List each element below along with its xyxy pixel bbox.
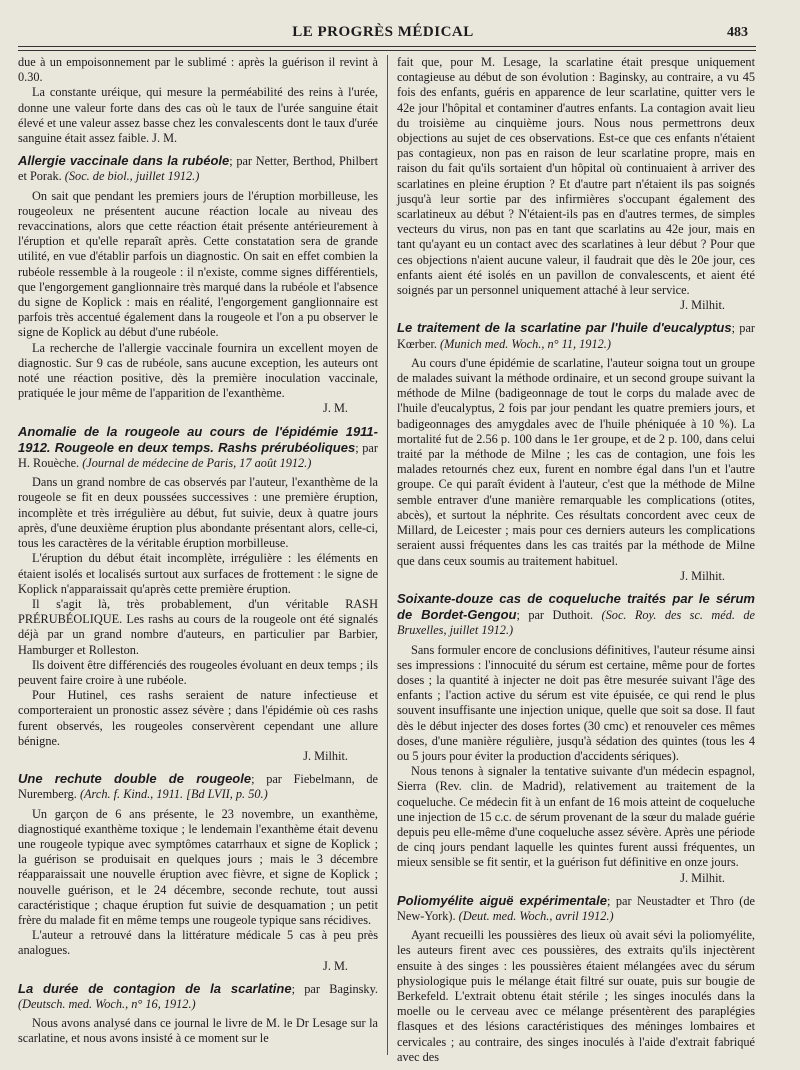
header-rule xyxy=(18,46,756,51)
abstract-allergie-vaccinale xyxy=(18,153,378,416)
paragraph: Ils doivent être différenciés des rougeoles évoluant en deux temps ; ils peuvent faire croire à une rubéole. xyxy=(18,657,378,687)
abstract-heading xyxy=(397,591,755,639)
abstract-rechute-rougeole xyxy=(18,771,378,974)
abstract-authors: ; par H. Rouèche. xyxy=(18,440,378,471)
paragraph: Sans formuler encore de conclusions définitives, l'auteur résume ainsi ses impressions : l'innocuité du sérum est certaine, même pour de fortes doses ; la quantité à injecter ne doit pas être mesurée suivant l'âge des enfants ; l'action active du sérum est vite épuisée, ce qui rend le plus souvent insuffisante une injection unique, quelle que soit sa dose. Il faut dès le début injecter des doses fortes (30 cmc) et renouveler ces mêmes doses, d'une manière régulière, jusqu'à sédation des quintes (tous les 4 ou 5 jours pour éviter la production d'accidents sériques). xyxy=(397,642,755,763)
abstract-title: La durée de contagion de la scarlatine xyxy=(18,980,292,996)
abstract-title: Soixante-douze cas de coqueluche traités par le sérum de Bordet-Gengou xyxy=(397,590,755,623)
paragraph: La constante uréique, qui mesure la perméabilité des reins à l'urée, donne une valeur forte dans des cas où le taux de l'urée sanguine était élevé et une valeur assez basse chez les convalescents dont le taux d'urée sanguine était assez faible. J. M. xyxy=(18,85,378,146)
paragraph: L'auteur a retrouvé dans la littérature médicale 5 cas à peu près analogues. xyxy=(18,928,378,958)
abstract-anomalie-rougeole xyxy=(18,424,378,764)
abstract-contagion-scarlatine xyxy=(18,981,378,1047)
abstract-heading xyxy=(18,424,378,472)
signature: J. Milhit. xyxy=(680,298,725,313)
abstract-source: (Journal de médecine de Paris, 17 août 1912.) xyxy=(82,456,312,471)
abstract-source: (Soc. Roy. des sc. méd. de Bruxelles, juillet 1912.) xyxy=(397,608,756,638)
paragraph: Un garçon de 6 ans présente, le 23 novembre, un exanthème, diagnostiqué exanthème toxique ; le lendemain l'exanthème était devenu une rougeole typique avec symptômes catarrhaux et signe de Koplick ; la guérison se produisait en quelques jours ; mais le 3 décembre réapparaissait une nouvelle éruption avec fièvre, et signe de Koplick ; nouvelle guérison, et le 24 décembre, seconde rechute, tout aussi caractéristique ; chaque éruption fut suivie de desquamation ; un petit frère du malade fit en même temps une rougeole typique sans récidives. xyxy=(18,806,378,927)
paragraph: Il s'agit là, très probablement, d'un véritable RASH PRÉRUBÉOLIQUE. Les rashs au cours de la rougeole ont été signalés déjà par un grand nombre d'auteurs, en particulier par Barbier, Hamburger et Rolleston. xyxy=(18,596,378,657)
abstract-title: Une rechute double de rougeole xyxy=(18,771,252,787)
journal-title: LE PROGRÈS MÉDICAL xyxy=(292,24,474,40)
abstract-authors: ; par Fiebelmann, de Nuremberg. xyxy=(18,772,379,802)
abstract-huile-eucalyptus xyxy=(397,320,755,583)
signature: J. Milhit. xyxy=(303,748,348,763)
paragraph: Dans un grand nombre de cas observés par l'auteur, l'exanthème de la rougeole se fit en deux poussées successives : une première éruption, incomplète et très irrégulière au début, fut suivie, deux à quatre jours après, d'une deuxième éruption plus abondante présentant alors, celle-ci, tous les caractères de la véritable éruption morbilleuse. xyxy=(18,475,378,551)
signature: J. Milhit. xyxy=(680,568,725,583)
paragraph: La recherche de l'allergie vaccinale fournira un excellent moyen de diagnostic. Sur 9 cas de rubéole, sans aucune exception, les auteurs ont noté une réaction positive, dès la première inoculation vaccinale, pratiquée le jour même de l'apparition de l'exanthème. xyxy=(18,340,378,401)
abstract-title: Allergie vaccinale dans la rubéole xyxy=(18,153,230,169)
paragraph: L'éruption du début était incomplète, irrégulière : les éléments en étaient isolés et localisés surtout aux surfaces de frottement : le signe de Koplick n'apparaissait qu'après cette première éruption. xyxy=(18,551,378,596)
abstract-title: Anomalie de la rougeole au cours de l'épidémie 1911-1912. Rougeole en deux temps. Rashs prérubéoliques xyxy=(18,423,378,455)
paragraph: On sait que pendant les premiers jours de l'éruption morbilleuse, les rougeoleux ne présentent aucune réaction locale au niveau des revaccinations, alors que cette réaction était présente antérieurement à l'éruption et qu'elle reparaît après. Cette constatation sera de grande utilité, en vue d'établir parfois un diagnostic. On sait en effet combien la rubéole ressemble à la rougeole : il n'existe, comme signes différentiels, que l'engorgement ganglionnaire très marqué dans la rubéole et l'absence du signe de Koplick : mais en réalité, l'engorgement ganglionnaire est parfois très accentué également dans la rougeole et l'on a pu observer le signe de Koplick au début d'une rubéole. xyxy=(18,188,378,340)
signature: J. Milhit. xyxy=(680,870,725,885)
right-column xyxy=(397,55,755,1065)
abstract-source: (Soc. de biol., juillet 1912.) xyxy=(64,169,200,184)
abstract-title: Le traitement de la scarlatine par l'huile d'eucalyptus xyxy=(397,320,732,336)
abstract-authors: ; par Netter, Berthod, Philbert et Porak. xyxy=(18,154,378,184)
abstract-source: (Munich med. Woch., n° 11, 1912.) xyxy=(440,336,611,351)
page-number: 483 xyxy=(727,25,748,40)
abstract-authors: ; par Baginsky. xyxy=(291,981,379,996)
abstract-source: (Arch. f. Kind., 1911. [Bd LVII, p. 50.) xyxy=(79,787,268,802)
abstract-heading xyxy=(18,771,378,802)
left-column xyxy=(18,55,378,1047)
paragraph: Nous avons analysé dans ce journal le livre de M. le Dr Lesage sur la scarlatine, et nous avons insisté à ce moment sur le xyxy=(18,1016,378,1046)
abstract-poliomyelite xyxy=(397,893,755,1065)
running-header xyxy=(18,22,748,44)
signature: J. M. xyxy=(323,958,348,973)
abstract-source: (Deut. med. Woch., avril 1912.) xyxy=(458,908,614,923)
paragraph: Au cours d'une épidémie de scarlatine, l'auteur soigna tout un groupe de malades suivant la méthode ordinaire, et un second groupe suivant la méthode de Milne (badigeonnage de tout le corps du malade avec de l'huile d'eucalyptus, 2 fois par jour pendant les quatre premiers jours, et badigeonnages des amygdales avec de l'huile phéniquée à 10 %). La mortalité fut de 2.56 p. 100 dans le 1er groupe, et de 2 p. 100, dans celui traité par la méthode de Milne ; les cas de contagion, une fois les malades retournés chez eux, furent en nombre égal dans l'un et l'autre groupe. Ce qui paraît évident à l'auteur, c'est que la méthode de Milne semble entraver d'une manière remarquable les complications (otites, abcès), et surtout la néphrite. Ces résultats concordent avec ceux de Millard, de Leicester ; mais pour ces derniers auteurs les complications seraient aussi fréquentes dans les cas traités par la méthode de Milne que dans ceux soumis au traitement habituel. xyxy=(397,355,755,568)
abstract-heading xyxy=(18,153,378,184)
paragraph: due à un empoisonnement par le sublimé : après la guérison il revint à 0.30. xyxy=(18,55,378,85)
paragraph: fait que, pour M. Lesage, la scarlatine était presque uniquement contagieuse au début de son évolution : Baginsky, au contraire, a vu 45 fois des enfants, guéris en apparence de leur scarlatine, quitter vers le 42e jour l'hôpital et contaminer d'autres enfants. La contagion avait lieu du troisième au cinquième jours. Nous nous permettrons deux objections au sujet de ces observations. Est-ce que ces enfants n'étaient pas contagieux, non pas en raison de leur scarlatine propre, mais en raison du fait qu'ils sortaient d'un hôpital où continuaient à arriver des scarlatines en pleine éruption ? Et d'autre part n'étaient ils pas soignés jusqu'à leur sortie par des infirmières s'occupant également des scarlatineux au début ? N'étaient-ils pas en d'autres termes, de simples vecteurs du virus, non pas en tant que scarlatins au 42e jour, mais en tant qu'ayant eu un contact avec des scarlatines à leur début ? Pour que ces objections n'aient aucune valeur, il faudrait que dès le 20e jour, ces enfants aient été isolés en un pavillon de convalescents, et aient été soignés par un personnel uniquement attaché à leur service. xyxy=(397,55,755,298)
abstract-heading xyxy=(18,981,378,1012)
abstract-authors: ; par Neustadter et Thro (de New-York). xyxy=(397,893,755,923)
signature: J. M. xyxy=(323,401,348,416)
abstract-authors: ; par Duthoit. xyxy=(516,608,594,623)
abstract-title: Poliomyélite aiguë expérimentale xyxy=(397,892,607,908)
abstract-heading xyxy=(397,893,755,924)
abstract-source: (Deutsch. med. Woch., n° 16, 1912.) xyxy=(18,996,196,1011)
paragraph: Pour Hutinel, ces rashs seraient de nature infectieuse et comporteraient un pronostic assez sévère ; dans l'épidémie où ces rashs furent observés, les rougeoles conservèrent cependant une allure bénigne. xyxy=(18,688,378,748)
paragraph: Ayant recueilli les poussières des lieux où avait sévi la poliomyélite, les auteurs firent avec ces poussières, des extraits qu'ils injectèrent ensuite à des singes : les poussières étaient mélangées avec du sérum physiologique puis le mélange était filtré sur ouate, puis sur bougie de Berkefeld. L'extrait obtenu était stérile ; les singes inoculés dans la moelle ou le cerveau avec ce mélange présentèrent des paraplégies flasques et des lésions caractéristiques des méninges lombaires et cervicales ; au contraire, des singes inoculés à l'aide d'extrait fabriqué avec des xyxy=(397,928,755,1064)
paragraph: Nous tenons à signaler la tentative suivante d'un médecin espagnol, Sierra (Rev. clin. de Madrid), relativement au traitement de la coqueluche. Ce médecin fit à un enfant de 16 mois atteint de coqueluche une injection de 15 c.c. de sérum provenant de la sœur du malade guérie depuis peu elle-même d'une coqueluche assez sévère. Après une période de cinq jours pendant laquelle les quintes furent aussi fréquentes, un mieux sensible se fit sentir, et la guérison fut définitive en onze jours. xyxy=(397,764,755,870)
abstract-heading xyxy=(397,320,755,351)
column-divider xyxy=(387,55,388,1055)
abstract-coqueluche-serum xyxy=(397,591,755,886)
abstract-authors: ; par Kœrber. xyxy=(397,321,755,351)
